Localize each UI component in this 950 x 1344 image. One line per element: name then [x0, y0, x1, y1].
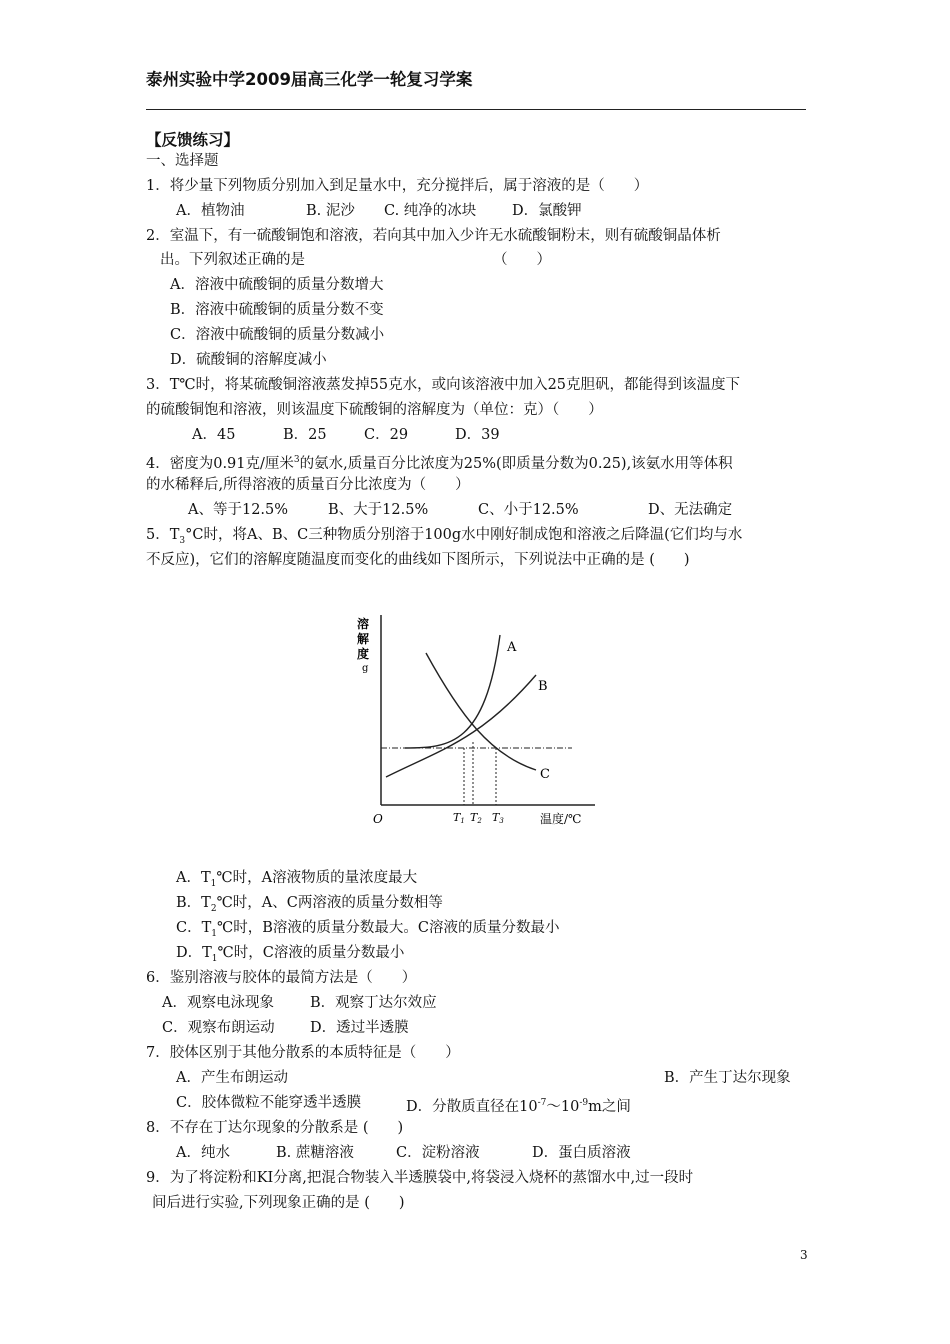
- q9-stem-line2: 间后进行实验,下列现象正确的是 ( ): [152, 1195, 405, 1211]
- q8-option-d: D．蛋白质溶液: [532, 1145, 631, 1161]
- ylabel-unit: g: [362, 663, 369, 674]
- part-title: 一、选择题: [146, 153, 219, 169]
- tick-t1: T1: [453, 811, 465, 825]
- q5-stem-line1: 5．$T_3^\circ C$时，将A、B、C三种物质分别溶于100g水中刚好制成饱和溶液之后降温(它们均与水: [146, 527, 743, 546]
- q8-option-b: B. 蔗糖溶液: [276, 1145, 354, 1161]
- q2-stem-line2: 出。下列叙述正确的是: [160, 252, 305, 268]
- q2-stem-line1: 2．室温下，有一硫酸铜饱和溶液，若向其中加入少许无水硫酸铜粉末，则有硫酸铜晶体析: [146, 228, 721, 244]
- solubility-chart: [350, 605, 600, 835]
- curve-b: [386, 675, 536, 777]
- ylabel-char-3: 度: [357, 647, 370, 661]
- tick-t2: T2: [470, 811, 482, 825]
- ylabel-char-1: 溶: [357, 617, 370, 631]
- q1-option-d: D．氯酸钾: [512, 203, 582, 219]
- q2-option-a: A．溶液中硫酸铜的质量分数增大: [170, 277, 384, 293]
- q5-option-b: B．$T_2℃$时，A、C两溶液的质量分数相等: [176, 895, 443, 914]
- q2-option-d: D．硫酸铜的溶解度减小: [170, 352, 327, 368]
- q4-stem-line1: 4．密度为0.91克/厘米$^3$的氨水,质量百分比浓度为25%(即质量分数为0.25),该氨水用等体积: [146, 455, 733, 472]
- q6-option-c: C．观察布朗运动: [162, 1020, 275, 1036]
- curve-c: [426, 653, 536, 770]
- q9-stem-line1: 9．为了将淀粉和KI分离,把混合物装入半透膜袋中,将袋浸入烧杯的蒸馏水中,过一段时: [146, 1170, 694, 1186]
- q3-stem-line2: 的硫酸铜饱和溶液，则该温度下硫酸铜的溶解度为（单位：克）（ ）: [146, 402, 603, 418]
- header-rule: [146, 109, 806, 110]
- q4-option-a: A、等于12.5%: [188, 502, 289, 518]
- document-header: 泰州实验中学2009届高三化学一轮复习学案: [146, 70, 473, 89]
- q4-option-d: D、无法确定: [648, 502, 733, 518]
- q3-stem-line1: 3．T℃时，将某硫酸铜溶液蒸发掉55克水，或向该溶液中加入25克胆矾，都能得到该温度下: [146, 377, 741, 393]
- xlabel: 温度/℃: [540, 812, 582, 826]
- q3-option-d: D．39: [455, 427, 500, 443]
- q2-option-c: C．溶液中硫酸铜的质量分数减小: [170, 327, 385, 343]
- q1-option-b: B. 泥沙: [306, 203, 355, 219]
- curve-b-label: B: [538, 679, 548, 694]
- q8-option-c: C．淀粉溶液: [396, 1145, 480, 1161]
- q1-option-c: C. 纯净的冰块: [384, 203, 477, 219]
- q5-option-c: C．$T_1℃$时，B溶液的质量分数最大。C溶液的质量分数最小: [176, 920, 560, 939]
- curve-c-label: C: [540, 767, 550, 782]
- curve-a-label: A: [507, 640, 517, 655]
- q2-answer-paren: （ ）: [493, 252, 551, 268]
- section-title: 【反馈练习】: [146, 131, 240, 149]
- q4-stem-line2: 的水稀释后,所得溶液的质量百分比浓度为（ ）: [146, 477, 470, 493]
- q6-option-d: D．透过半透膜: [310, 1020, 409, 1036]
- q8-option-a: A．纯水: [176, 1145, 230, 1161]
- q7-option-c: C．胶体微粒不能穿透半透膜: [176, 1095, 362, 1111]
- q8-stem: 8．不存在丁达尔现象的分散系是 ( ): [146, 1120, 404, 1136]
- origin-label: O: [373, 812, 383, 826]
- q7-stem: 7．胶体区别于其他分散系的本质特征是（ ）: [146, 1045, 460, 1061]
- q3-option-a: A．45: [192, 427, 236, 443]
- q3-option-b: B．25: [283, 427, 327, 443]
- q1-stem: 1．将少量下列物质分别加入到足量水中，充分搅拌后，属于溶液的是（ ）: [146, 178, 649, 194]
- q6-stem: 6．鉴别溶液与胶体的最简方法是（ ）: [146, 970, 417, 986]
- q7-option-b: B．产生丁达尔现象: [664, 1070, 791, 1086]
- q4-option-b: B、大于12.5%: [328, 502, 429, 518]
- q3-option-c: C．29: [364, 427, 409, 443]
- q5-stem-line2: 不反应)，它们的溶解度随温度而变化的曲线如下图所示，下列说法中正确的是 ( ): [146, 552, 690, 568]
- tick-t3: T3: [492, 811, 504, 825]
- q6-option-b: B．观察丁达尔效应: [310, 995, 437, 1011]
- q6-option-a: A．观察电泳现象: [162, 995, 274, 1011]
- q5-option-d: D．$T_1℃$时，C溶液的质量分数最小: [176, 945, 405, 964]
- ylabel-char-2: 解: [357, 632, 370, 646]
- q2-option-b: B．溶液中硫酸铜的质量分数不变: [170, 302, 384, 318]
- q7-option-a: A．产生布朗运动: [176, 1070, 288, 1086]
- page-number: 3: [800, 1248, 808, 1262]
- q5-option-a: A．$T_1℃$时，A溶液物质的量浓度最大: [176, 870, 418, 889]
- q7-option-d: D．分散质直径在$10^{-7}\sim 10^{-9}m$之间: [406, 1098, 631, 1115]
- curve-a: [405, 635, 500, 748]
- q1-option-a: A．植物油: [176, 203, 245, 219]
- q4-option-c: C、小于12.5%: [478, 502, 579, 518]
